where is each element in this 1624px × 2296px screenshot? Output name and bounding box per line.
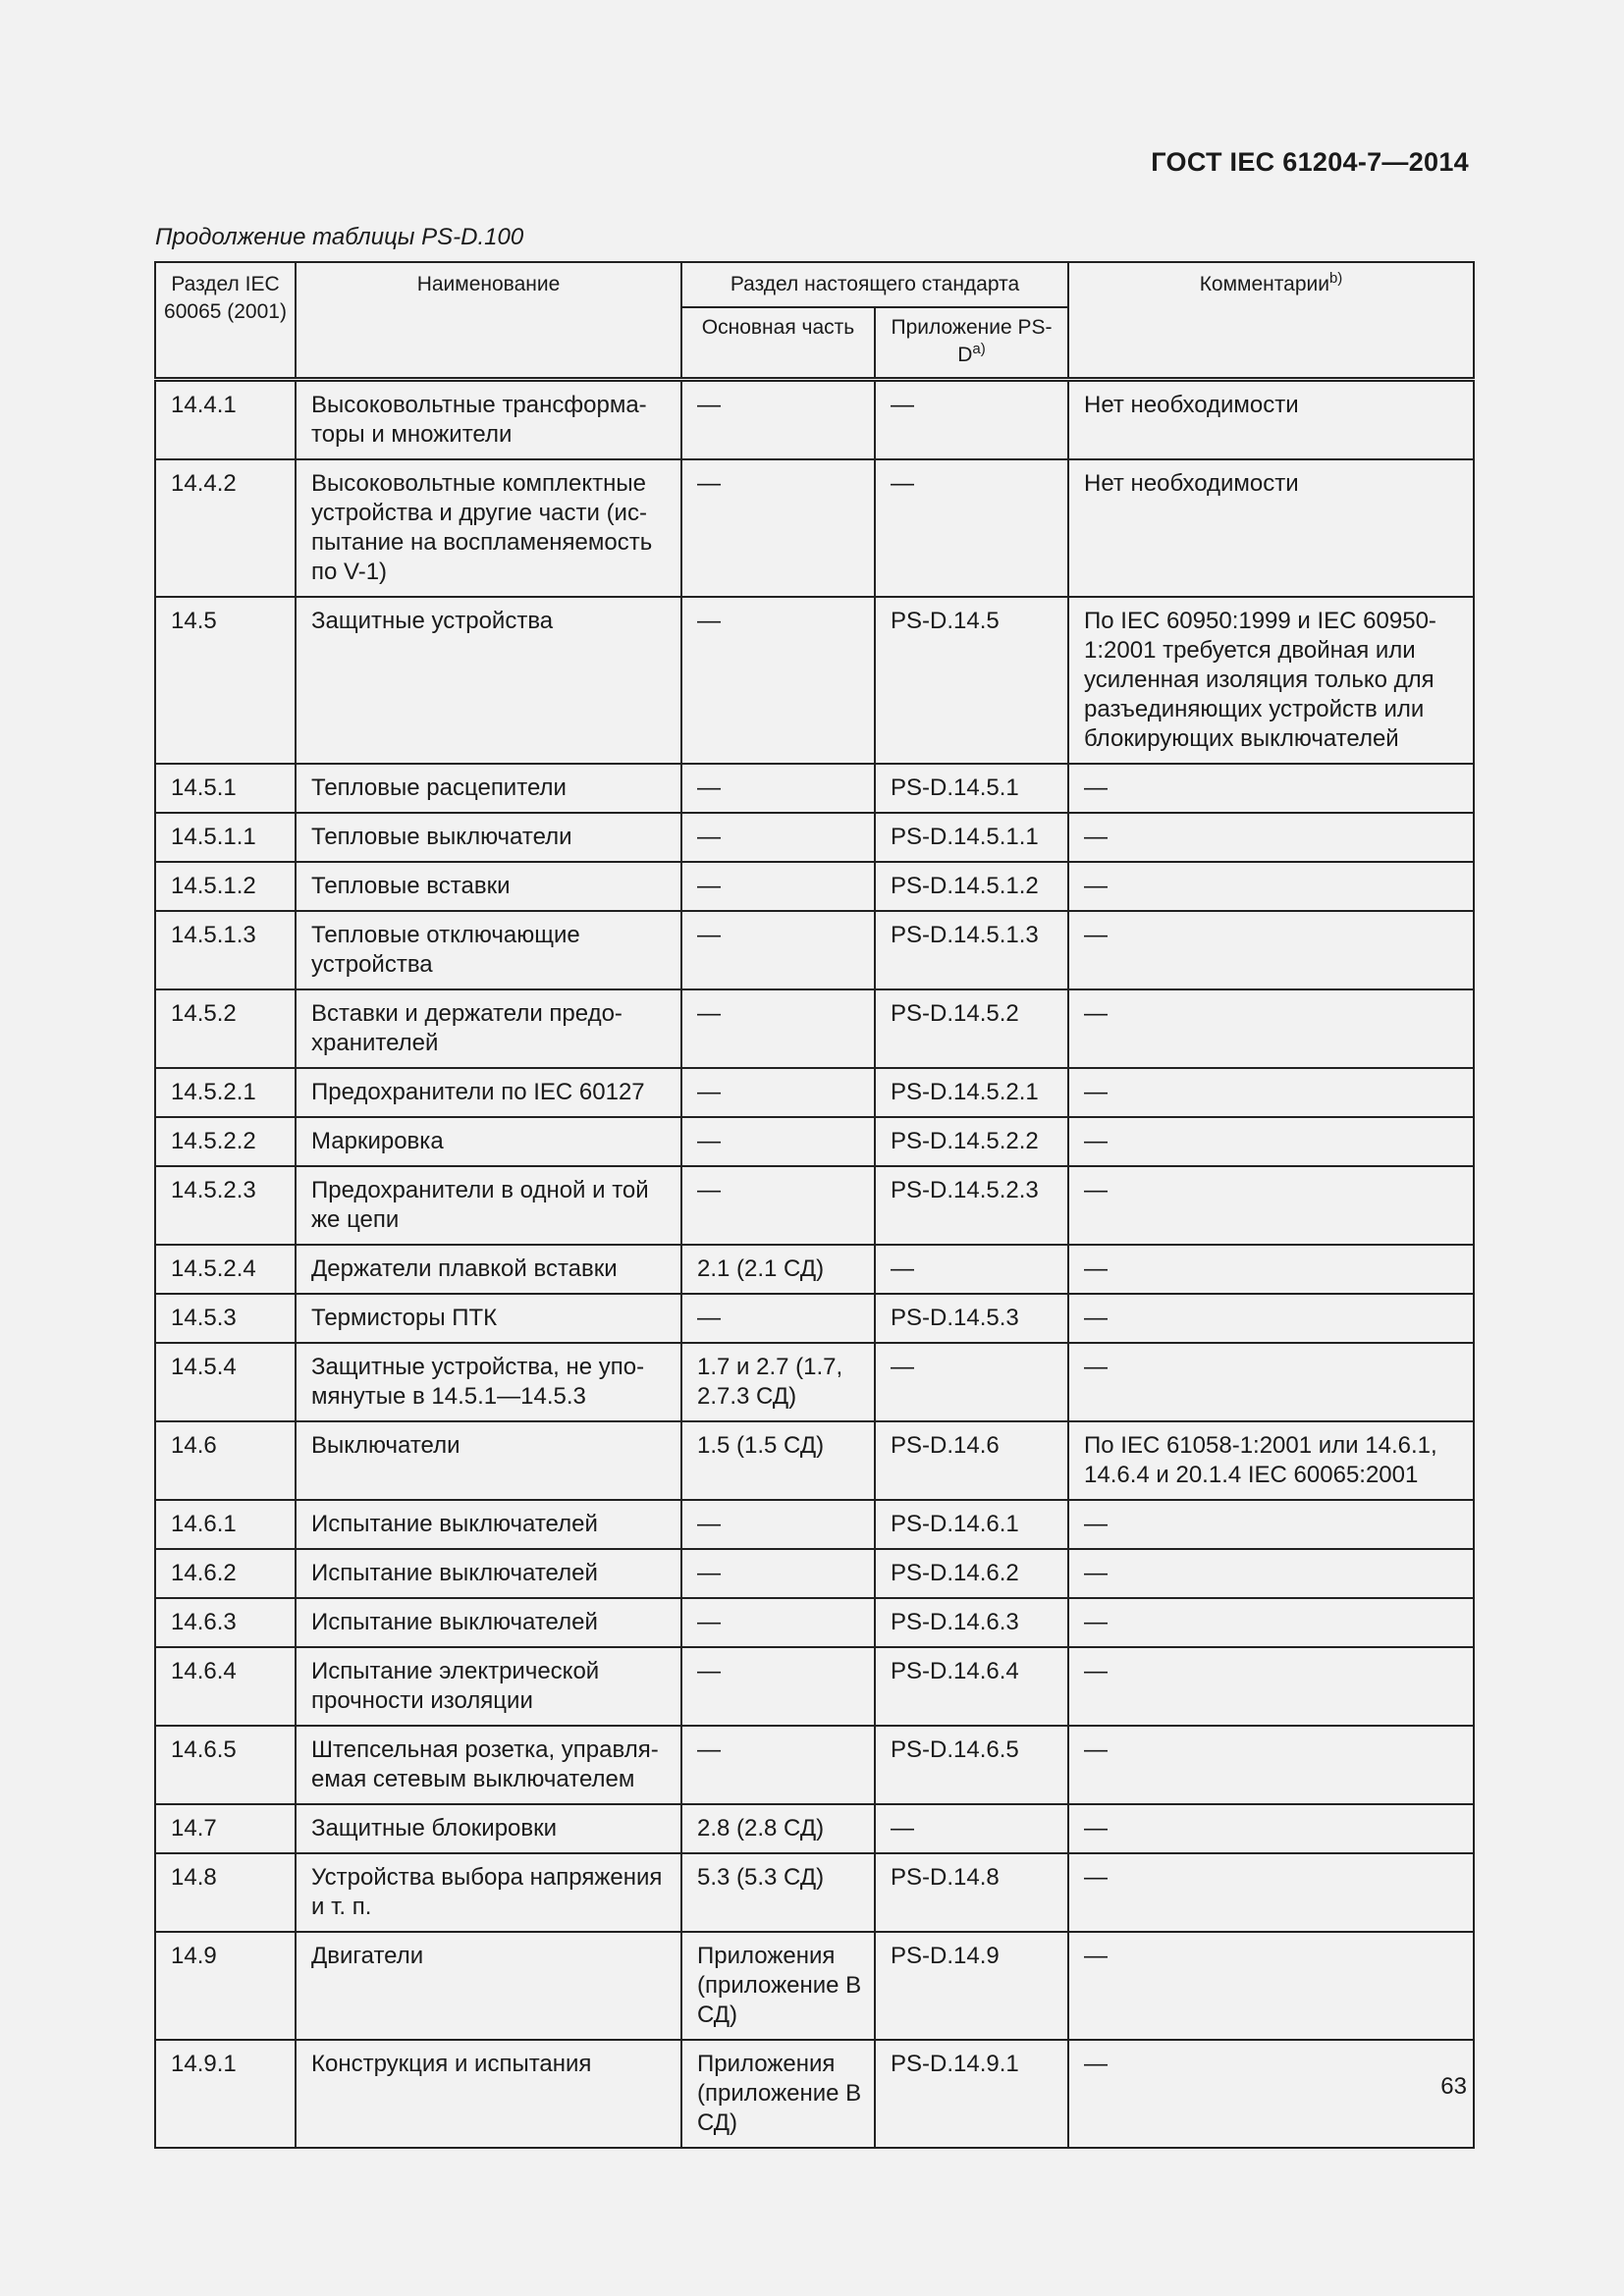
header-annex [875, 307, 1068, 380]
cell-annex: PS-D.14.5.2.1 [875, 1068, 1068, 1117]
cell-annex: — [875, 380, 1068, 460]
cell-annex: PS-D.14.5.1 [875, 764, 1068, 813]
cell-comment: — [1068, 1647, 1474, 1726]
header-comments [1068, 262, 1474, 380]
cell-annex: PS-D.14.5.2 [875, 989, 1068, 1068]
cell-name: Испытание выключателей [296, 1598, 681, 1647]
cell-comment: — [1068, 1598, 1474, 1647]
cell-main-part: 5.3 (5.3 СД) [681, 1853, 875, 1932]
cell-name: Держатели плавкой вставки [296, 1245, 681, 1294]
cell-comment: По IEC 60950:1999 и IEC 60950-1:2001 требуется двойная или усиленная изоляция только для разъединяющих устройств или блокирующих выключателей [1068, 597, 1474, 764]
table-row [155, 813, 1474, 862]
header-comments-footnote: b) [1328, 270, 1343, 287]
header-this-standard: Раздел настоящего стандарта [681, 262, 1068, 307]
cell-annex: PS-D.14.5.1.1 [875, 813, 1068, 862]
cell-name: Устройства выбора напряжения и т. п. [296, 1853, 681, 1932]
table-row [155, 1932, 1474, 2040]
table-row [155, 1598, 1474, 1647]
cell-annex: PS-D.14.8 [875, 1853, 1068, 1932]
cell-name: Вставки и держатели предохранителей [296, 989, 681, 1068]
cell-comment: — [1068, 911, 1474, 989]
table-row [155, 1117, 1474, 1166]
cell-main-part: — [681, 1500, 875, 1549]
cell-comment: — [1068, 813, 1474, 862]
cell-main-part: — [681, 1068, 875, 1117]
cell-annex: — [875, 1343, 1068, 1421]
header-name: Наименование [296, 262, 681, 380]
cell-annex: PS-D.14.6.1 [875, 1500, 1068, 1549]
cell-main-part: — [681, 1117, 875, 1166]
cell-name: Тепловые вставки [296, 862, 681, 911]
page-number: 63 [1440, 2073, 1467, 2100]
cell-name: Защитные устройства [296, 597, 681, 764]
cell-comment: — [1068, 1500, 1474, 1549]
cell-section: 14.5.1.3 [155, 911, 296, 989]
cell-name: Высоковольтные трансформаторы и множители [296, 380, 681, 460]
table-row [155, 459, 1474, 597]
cell-name: Тепловые расцепители [296, 764, 681, 813]
header-comments-label: Комментарии [1199, 273, 1329, 295]
header-annex-footnote: a) [972, 341, 986, 357]
cell-name: Испытание электрической прочности изоляции [296, 1647, 681, 1726]
cell-name: Высоковольтные комплектные устройства и другие части (испытание на воспламеняемость по V-1) [296, 459, 681, 597]
cell-name: Предохранители в одной и той же цепи [296, 1166, 681, 1245]
table-row [155, 2040, 1474, 2148]
cell-main-part: — [681, 1647, 875, 1726]
cell-section: 14.9 [155, 1932, 296, 2040]
cell-section: 14.6.4 [155, 1647, 296, 1726]
cell-main-part: — [681, 597, 875, 764]
cell-section: 14.5.1 [155, 764, 296, 813]
cell-section: 14.8 [155, 1853, 296, 1932]
cell-section: 14.5.1.2 [155, 862, 296, 911]
cell-name: Предохранители по IEC 60127 [296, 1068, 681, 1117]
table-row [155, 1549, 1474, 1598]
cell-annex: PS-D.14.5.2.3 [875, 1166, 1068, 1245]
cell-annex: — [875, 1245, 1068, 1294]
cell-section: 14.6.1 [155, 1500, 296, 1549]
table-row [155, 1343, 1474, 1421]
cell-main-part: — [681, 1598, 875, 1647]
cell-comment: — [1068, 1932, 1474, 2040]
cell-comment: — [1068, 862, 1474, 911]
cell-name: Защитные блокировки [296, 1804, 681, 1853]
header-main-part: Основная часть [681, 307, 875, 380]
cell-comment: — [1068, 1726, 1474, 1804]
cell-main-part: — [681, 1294, 875, 1343]
cell-annex: PS-D.14.5.2.2 [875, 1117, 1068, 1166]
table-row [155, 1245, 1474, 1294]
cell-section: 14.5.1.1 [155, 813, 296, 862]
cell-main-part: — [681, 862, 875, 911]
cell-comment: — [1068, 1343, 1474, 1421]
cell-section: 14.5 [155, 597, 296, 764]
cell-name: Защитные устройства, не упомянутые в 14.5.1—14.5.3 [296, 1343, 681, 1421]
cell-annex: PS-D.14.6.3 [875, 1598, 1068, 1647]
document-code: ГОСТ IEC 61204-7—2014 [1151, 147, 1469, 177]
cell-comment: — [1068, 1804, 1474, 1853]
cell-name: Двигатели [296, 1932, 681, 2040]
cell-main-part: Приложения (приложение В СД) [681, 2040, 875, 2148]
cell-main-part: 2.1 (2.1 СД) [681, 1245, 875, 1294]
cell-main-part: — [681, 813, 875, 862]
cell-name: Выключатели [296, 1421, 681, 1500]
cell-annex: PS-D.14.6 [875, 1421, 1068, 1500]
cell-name: Термисторы ПТК [296, 1294, 681, 1343]
cell-main-part: 1.5 (1.5 СД) [681, 1421, 875, 1500]
header-section-iec: Раздел IEC 60065 (2001) [155, 262, 296, 380]
table-row [155, 862, 1474, 911]
cell-main-part: — [681, 380, 875, 460]
cell-section: 14.5.3 [155, 1294, 296, 1343]
cell-annex: PS-D.14.5 [875, 597, 1068, 764]
table-row [155, 1853, 1474, 1932]
cell-comment: — [1068, 1853, 1474, 1932]
cell-annex: PS-D.14.6.4 [875, 1647, 1068, 1726]
table-row [155, 1421, 1474, 1500]
table-body [155, 380, 1474, 2149]
standards-table [154, 261, 1475, 2149]
cell-section: 14.6.5 [155, 1726, 296, 1804]
table-row [155, 1166, 1474, 1245]
cell-annex: — [875, 459, 1068, 597]
cell-annex: PS-D.14.5.3 [875, 1294, 1068, 1343]
cell-comment: По IEC 61058-1:2001 или 14.6.1, 14.6.4 и 20.1.4 IEC 60065:2001 [1068, 1421, 1474, 1500]
cell-annex: PS-D.14.6.5 [875, 1726, 1068, 1804]
cell-main-part: Приложения (приложение В СД) [681, 1932, 875, 2040]
table-caption: Продолжение таблицы PS-D.100 [155, 224, 524, 250]
cell-section: 14.6 [155, 1421, 296, 1500]
cell-comment: Нет необходимости [1068, 380, 1474, 460]
cell-section: 14.9.1 [155, 2040, 296, 2148]
cell-name: Штепсельная розетка, управляемая сетевым выключателем [296, 1726, 681, 1804]
cell-name: Маркировка [296, 1117, 681, 1166]
cell-main-part: 1.7 и 2.7 (1.7, 2.7.3 СД) [681, 1343, 875, 1421]
cell-comment: — [1068, 1117, 1474, 1166]
table-row [155, 989, 1474, 1068]
cell-comment: — [1068, 2040, 1474, 2148]
table-row [155, 764, 1474, 813]
cell-annex: PS-D.14.5.1.3 [875, 911, 1068, 989]
cell-section: 14.5.2.2 [155, 1117, 296, 1166]
cell-name: Тепловые отключающие устройства [296, 911, 681, 989]
cell-annex: PS-D.14.9.1 [875, 2040, 1068, 2148]
cell-main-part: — [681, 989, 875, 1068]
cell-main-part: — [681, 764, 875, 813]
cell-main-part: — [681, 911, 875, 989]
cell-section: 14.5.4 [155, 1343, 296, 1421]
table-row [155, 1804, 1474, 1853]
cell-section: 14.4.1 [155, 380, 296, 460]
cell-name: Тепловые выключатели [296, 813, 681, 862]
cell-section: 14.6.2 [155, 1549, 296, 1598]
table-row [155, 1068, 1474, 1117]
cell-comment: — [1068, 1294, 1474, 1343]
cell-name: Испытание выключателей [296, 1549, 681, 1598]
table-row [155, 911, 1474, 989]
cell-comment: — [1068, 764, 1474, 813]
cell-section: 14.5.2.3 [155, 1166, 296, 1245]
table-row [155, 1647, 1474, 1726]
cell-name: Конструкция и испытания [296, 2040, 681, 2148]
cell-main-part: — [681, 1726, 875, 1804]
cell-annex: — [875, 1804, 1068, 1853]
cell-main-part: — [681, 1549, 875, 1598]
cell-section: 14.7 [155, 1804, 296, 1853]
cell-section: 14.6.3 [155, 1598, 296, 1647]
cell-section: 14.5.2.4 [155, 1245, 296, 1294]
cell-comment: Нет необходимости [1068, 459, 1474, 597]
header-annex-label: Приложение PS-D [891, 316, 1053, 366]
cell-main-part: — [681, 1166, 875, 1245]
cell-annex: PS-D.14.9 [875, 1932, 1068, 2040]
table-row [155, 1294, 1474, 1343]
cell-comment: — [1068, 1068, 1474, 1117]
cell-comment: — [1068, 1166, 1474, 1245]
cell-section: 14.5.2 [155, 989, 296, 1068]
cell-comment: — [1068, 989, 1474, 1068]
cell-section: 14.5.2.1 [155, 1068, 296, 1117]
cell-comment: — [1068, 1245, 1474, 1294]
table-row [155, 597, 1474, 764]
cell-main-part: 2.8 (2.8 СД) [681, 1804, 875, 1853]
cell-comment: — [1068, 1549, 1474, 1598]
table-row [155, 1726, 1474, 1804]
cell-annex: PS-D.14.6.2 [875, 1549, 1068, 1598]
cell-main-part: — [681, 459, 875, 597]
table-row [155, 380, 1474, 460]
cell-section: 14.4.2 [155, 459, 296, 597]
cell-name: Испытание выключателей [296, 1500, 681, 1549]
cell-annex: PS-D.14.5.1.2 [875, 862, 1068, 911]
table-row [155, 1500, 1474, 1549]
